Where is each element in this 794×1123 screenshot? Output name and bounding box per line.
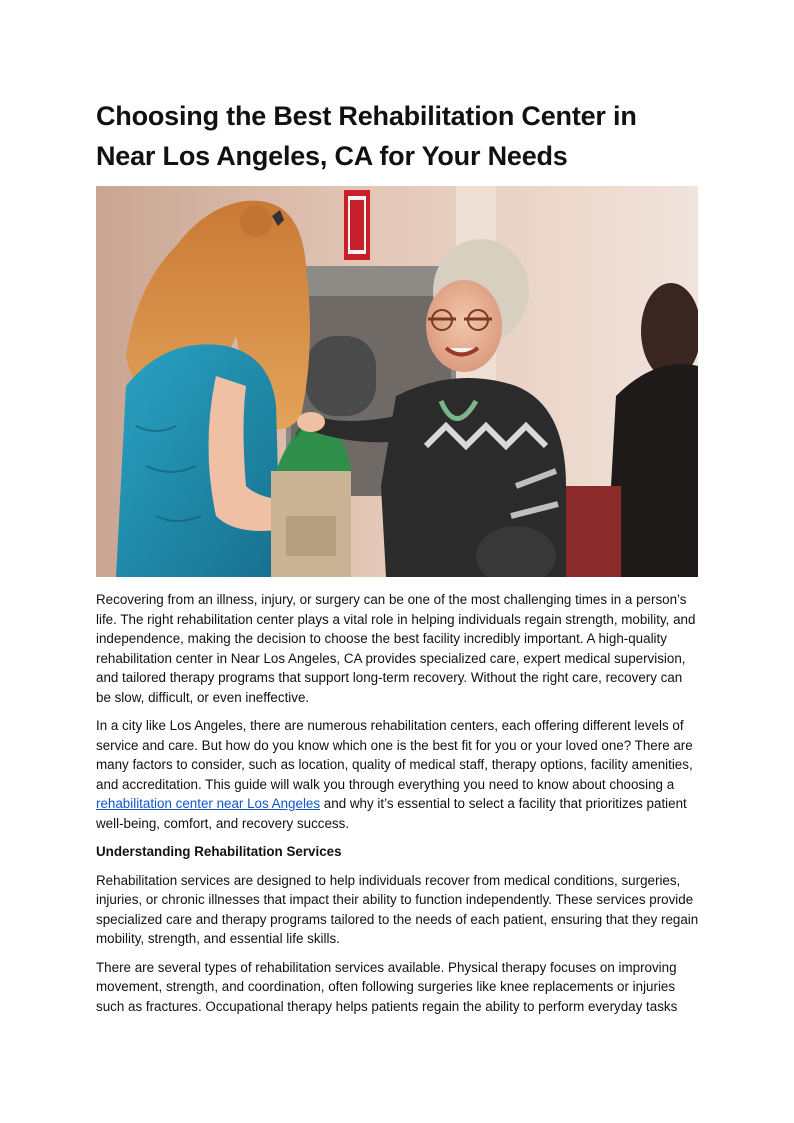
article-body [96, 590, 699, 1016]
page-title: Choosing the Best Rehabilitation Center in Near Los Angeles, CA for Your Needs [96, 101, 637, 171]
article-photo [96, 186, 698, 577]
paragraph-choosing-text-after: and why it’s essential to select a facility that prioritizes patient well-being, comfort, and recovery success. [96, 796, 687, 831]
section-heading: Understanding Rehabilitation Services [96, 844, 342, 859]
paragraph-intro: Recovering from an illness, injury, or surgery can be one of the most challenging times in a person’s life. The right rehabilitation center plays a vital role in helping individuals regain strength, mobility, and independence, making the decision to choose the best facility incredibly important. A high-quality rehabilitation center in Near Los Angeles, CA provides specialized care, expert medical supervision, and tailored therapy programs that support long-term recovery. Without the right care, recovery can be slow, difficult, or even ineffective. [96, 592, 696, 705]
paragraph-choosing-text-before: In a city like Los Angeles, there are numerous rehabilitation centers, each offering different levels of service and care. But how do you know which one is the best fit for you or your loved one? There are many factors to consider, such as location, quality of medical staff, therapy options, facility amenities, and accreditation. This guide will walk you through everything you need to know about choosing a [96, 718, 693, 792]
paragraph-choosing [96, 716, 699, 833]
rehab-center-link[interactable]: rehabilitation center near Los Angeles [96, 796, 321, 811]
paragraph-services: Rehabilitation services are designed to help individuals recover from medical conditions, surgeries, injuries, or chronic illnesses that impact their ability to function independently. These services provide specialized care and therapy programs tailored to the needs of each patient, ensuring that they regain mobility, strength, and essential life skills. [96, 872, 699, 946]
photo-two-women-exchanging-gift-bag [96, 186, 698, 577]
paragraph-types: There are several types of rehabilitation services available. Physical therapy focuses on improving movement, strength, and coordination, often following surgeries like knee replacements or injuries such as fractures. Occupational therapy helps patients regain the ability to perform everyday tasks [96, 959, 678, 1014]
document-page [96, 96, 699, 1025]
